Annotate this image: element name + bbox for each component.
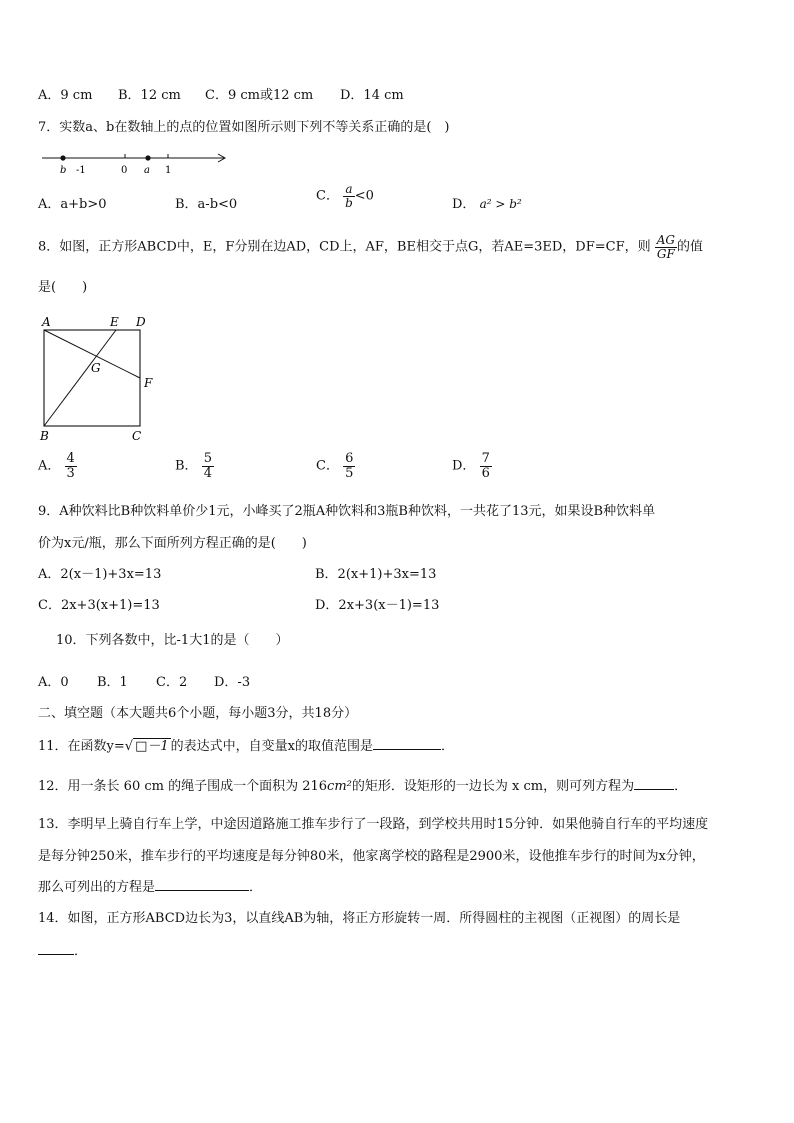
q7-option-c-suffix: <0 <box>354 188 374 204</box>
q7-option-d <box>452 193 522 212</box>
q10-option-a: A．0 <box>38 675 69 690</box>
q8-option-d-fraction <box>480 452 492 480</box>
q14-stem-line2 <box>38 940 87 959</box>
label-a: A <box>42 315 51 329</box>
q7-option-d-label: D． <box>452 197 476 212</box>
segment-be <box>44 330 116 426</box>
q8-option-a-fraction <box>65 452 77 480</box>
q13-text-pre: 那么可列出的方程是 <box>38 880 156 895</box>
q11-text-post: 的表达式中，自变量x的取值范围是 <box>170 739 373 754</box>
q12-answer-blank[interactable] <box>634 777 674 790</box>
q12-text-post: 的矩形．设矩形的一边长为 x cm，则可列方程为 <box>351 779 635 794</box>
q13-stem-line3 <box>38 876 262 895</box>
label-d: D <box>136 315 146 329</box>
q11-answer-blank[interactable] <box>373 737 441 750</box>
point-b <box>60 155 65 160</box>
label-neg1: -1 <box>76 165 86 176</box>
label-zero: 0 <box>121 165 128 176</box>
q7-option-c-label: C． <box>316 188 339 204</box>
q10-option-d: D．-3 <box>214 675 251 690</box>
q13-text-end: ． <box>249 880 263 895</box>
fraction-numerator: AG <box>656 233 676 247</box>
q11-text-pre: 11．在函数y= <box>38 739 125 754</box>
fraction-numerator: 6 <box>345 451 354 466</box>
q7-stem: 7．实数a、b在数轴上的点的位置如图所示则下列不等关系正确的是( ) <box>38 120 450 135</box>
q8-option-b <box>175 452 214 480</box>
q8-stem-text-end: 的值 <box>677 239 704 255</box>
fraction-numerator: 7 <box>481 451 490 466</box>
q9-option-b: B．2(x+1)+3x=13 <box>315 567 437 582</box>
q12-unit: cm² <box>327 779 352 794</box>
q7-option-c <box>316 183 374 209</box>
label-f: F <box>144 376 153 390</box>
q8-option-c-fraction <box>343 452 355 480</box>
label-b: b <box>60 165 67 176</box>
q10-stem: 10．下列各数中，比-1大1的是（ ） <box>56 633 289 648</box>
label-c: C <box>132 429 142 443</box>
q12-stem <box>38 775 687 794</box>
q7-option-b: B．a-b<0 <box>175 197 238 212</box>
sqrt-icon: √ <box>124 739 134 754</box>
fraction-denominator: 5 <box>345 465 354 481</box>
fraction-numerator: 5 <box>203 451 212 466</box>
q8-option-a <box>38 452 77 480</box>
q7-option-d-expr: a² > b² <box>479 197 522 211</box>
q12-text-pre: 12．用一条长 60 cm 的绳子围成一个面积为 216 <box>38 779 328 794</box>
q8-option-c-label: C． <box>316 458 339 474</box>
q8-stem <box>38 234 703 260</box>
q9-option-a: A．2(x－1)+3x=13 <box>38 567 162 582</box>
q10-option-b: B．1 <box>97 675 128 690</box>
q8-option-d <box>452 452 492 480</box>
q7-option-a: A．a+b>0 <box>38 197 107 212</box>
fraction-denominator: GF <box>656 246 675 261</box>
q14-stem-line1: 14．如图，正方形ABCD边长为3，以直线AB为轴，将正方形旋转一周．所得圆柱的主视图（正视图）的周长是 <box>38 911 681 926</box>
q8-stem-fraction <box>655 234 677 260</box>
q9-option-d: D．2x+3(x－1)=13 <box>315 598 440 613</box>
q8-stem-cont: 是( ) <box>38 280 88 295</box>
q9-stem-line2: 价为x元/瓶，那么下面所列方程正确的是( ) <box>38 536 307 551</box>
label-b: B <box>40 429 49 443</box>
q8-stem-text: 8．如图，正方形ABCD中，E，F分别在边AD，CD上，AF，BE相交于点G，若AE=3ED，DF=CF，则 <box>38 239 651 255</box>
q7-option-c-fraction <box>343 183 355 209</box>
fraction-numerator: 4 <box>66 451 75 466</box>
q6-option-d: D．14 cm <box>340 88 404 103</box>
label-e: E <box>110 315 119 329</box>
square-abcd <box>44 330 140 426</box>
q10-option-c: C．2 <box>156 675 188 690</box>
fraction-denominator: 4 <box>203 465 212 481</box>
q13-stem-line1: 13．李明早上骑自行车上学，中途因道路施工推车步行了一段路，到学校共用时15分钟．如果他骑自行车的平均速度 <box>38 817 709 832</box>
q8-option-b-label: B． <box>175 458 198 474</box>
q11-radicand: □－1 <box>135 739 169 754</box>
q13-stem-line2: 是每分钟250米，推车步行的平均速度是每分钟80米，他家离学校的路程是2900米，设他推车步行的时间为x分钟， <box>38 849 705 864</box>
point-a <box>145 155 150 160</box>
q9-option-c: C．2x+3(x+1)=13 <box>38 598 160 613</box>
label-one: 1 <box>165 165 172 176</box>
label-a: a <box>144 165 150 176</box>
q14-answer-blank[interactable] <box>38 942 74 955</box>
q8-square-figure <box>36 310 166 446</box>
fraction-numerator: a <box>343 183 355 197</box>
q7-number-line <box>38 146 238 180</box>
q11-stem <box>38 735 454 754</box>
q12-text-end: ． <box>674 779 688 794</box>
fraction-denominator: b <box>345 195 353 210</box>
q14-text-end: ． <box>74 944 88 959</box>
q8-option-d-label: D． <box>452 458 476 474</box>
q6-option-a: A．9 cm <box>38 88 93 103</box>
q8-option-b-fraction <box>202 452 214 480</box>
q6-option-b: B．12 cm <box>118 88 181 103</box>
q9-stem-line1: 9．A种饮料比B种饮料单价少1元，小峰买了2瓶A种饮料和3瓶B种饮料，一共花了13元，如果设B种饮料单 <box>38 504 656 519</box>
q8-option-c <box>316 452 355 480</box>
q13-answer-blank[interactable] <box>155 878 249 891</box>
fraction-denominator: 6 <box>481 465 490 481</box>
fraction-denominator: 3 <box>66 465 75 481</box>
section-heading-fill-in: 二、填空题（本大题共6个小题，每小题3分，共18分） <box>38 706 358 721</box>
q6-option-c: C．9 cm或12 cm <box>205 88 314 103</box>
label-g: G <box>91 361 101 375</box>
q11-text-end: ． <box>440 739 454 754</box>
q8-option-a-label: A． <box>38 458 61 474</box>
